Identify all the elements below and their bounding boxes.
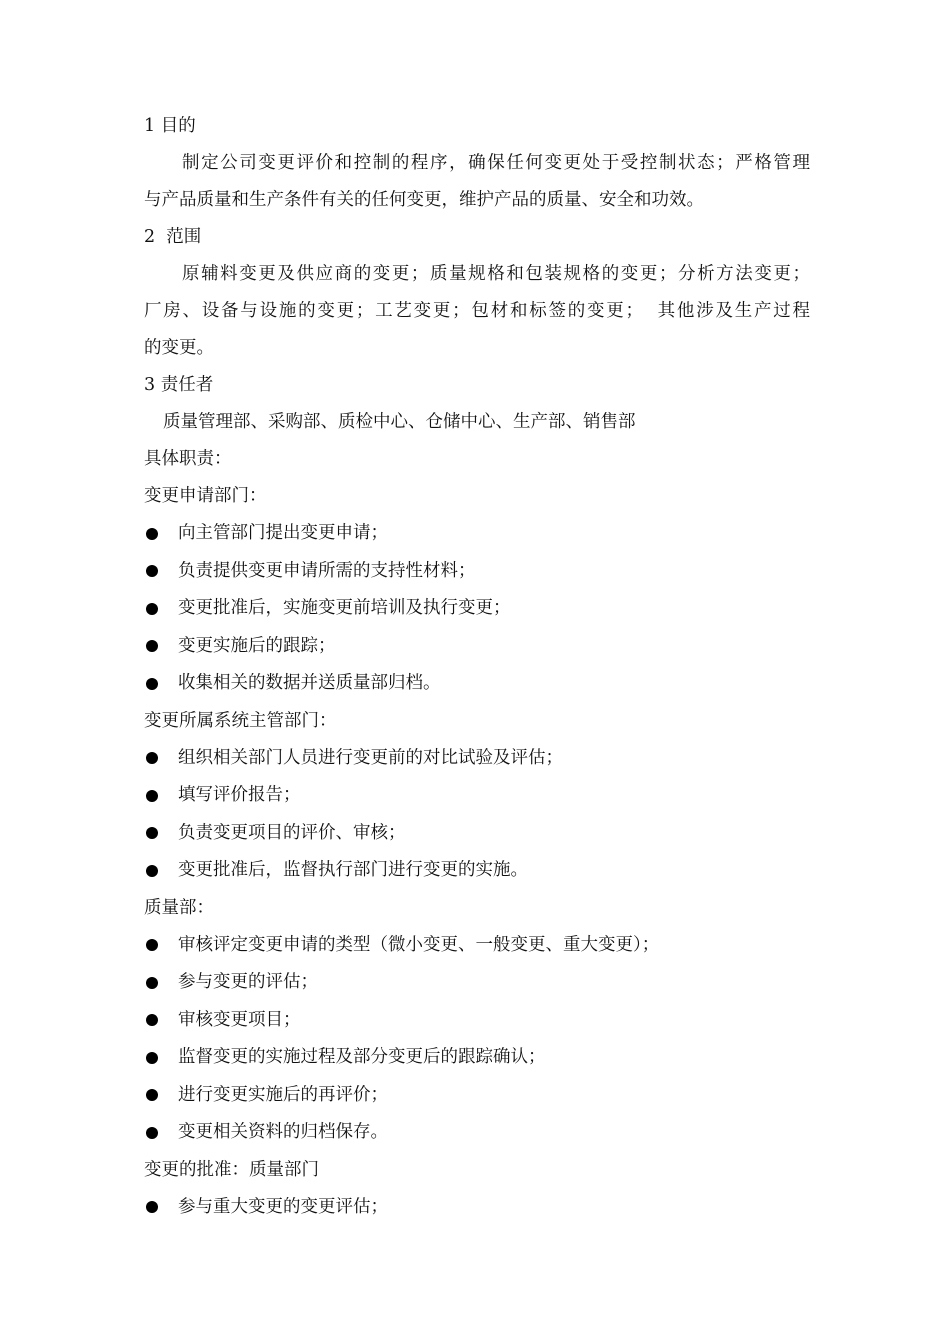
bullet-icon <box>146 827 158 839</box>
bullet-icon <box>146 1201 158 1213</box>
list-item: 填写评价报告； <box>144 777 810 815</box>
list-item: 审核变更项目； <box>144 1002 810 1040</box>
purpose-paragraph-line: 制定公司变更评价和控制的程序，确保任何变更处于受控制状态；严格管理 <box>182 153 810 173</box>
list-item: 参与重大变更的变更评估； <box>144 1189 810 1227</box>
list-item: 变更批准后，实施变更前培训及执行变更； <box>144 590 810 628</box>
bullet-icon <box>146 1014 158 1026</box>
bullet-icon <box>146 1052 158 1064</box>
group-title: 变更申请部门： <box>144 486 267 506</box>
document-page <box>144 108 810 1226</box>
group-title: 变更的批准：质量部门 <box>144 1159 319 1180</box>
bullet-icon <box>146 790 158 802</box>
list-item: 监督变更的实施过程及部分变更后的跟踪确认； <box>144 1039 810 1077</box>
bullet-icon <box>146 939 158 951</box>
group-title: 变更所属系统主管部门： <box>144 710 337 731</box>
list-item: 组织相关部门人员进行变更前的对比试验及评估； <box>144 740 810 778</box>
responsible-departments: 质量管理部、采购部、质检中心、仓储中心、生产部、销售部 <box>163 412 636 432</box>
bullet-icon <box>146 977 158 989</box>
purpose-paragraph-line: 与产品质量和生产条件有关的任何变更，维护产品的质量、安全和功效。 <box>144 190 704 210</box>
bullet-icon <box>146 565 158 577</box>
section-heading-responsible: 3 责任者 <box>144 375 214 395</box>
list-item: 变更批准后，监督执行部门进行变更的实施。 <box>144 852 810 890</box>
section-heading-purpose: 1 目的 <box>144 116 196 136</box>
list-item: 负责变更项目的评价、审核； <box>144 815 810 853</box>
list-item: 参与变更的评估； <box>144 964 810 1002</box>
scope-paragraph-line: 的变更。 <box>144 338 214 358</box>
list-item: 变更实施后的跟踪； <box>144 628 810 666</box>
list-item: 负责提供变更申请所需的支持性材料； <box>144 553 810 591</box>
list-item: 收集相关的数据并送质量部归档。 <box>144 665 810 703</box>
bullet-icon <box>146 640 158 652</box>
list-item: 变更相关资料的归档保存。 <box>144 1114 810 1152</box>
list-item: 向主管部门提出变更申请； <box>144 515 810 553</box>
group-title: 质量部： <box>144 897 214 918</box>
bullet-icon <box>146 865 158 877</box>
list-item: 审核评定变更申请的类型（微小变更、一般变更、重大变更）； <box>144 927 810 965</box>
bullet-icon <box>146 528 158 540</box>
scope-paragraph-line: 厂房、设备与设施的变更；工艺变更；包材和标签的变更； 其他涉及生产过程 <box>144 301 810 321</box>
bullet-icon <box>146 752 158 764</box>
bullet-icon <box>146 1089 158 1101</box>
scope-paragraph-line: 原辅料变更及供应商的变更；质量规格和包装规格的变更；分析方法变更； <box>182 264 810 284</box>
list-item: 进行变更实施后的再评价； <box>144 1077 810 1115</box>
bullet-icon <box>146 678 158 690</box>
bullet-icon <box>146 603 158 615</box>
duties-label: 具体职责： <box>144 449 232 469</box>
section-heading-scope: 2 范围 <box>144 227 202 247</box>
bullet-icon <box>146 1127 158 1139</box>
